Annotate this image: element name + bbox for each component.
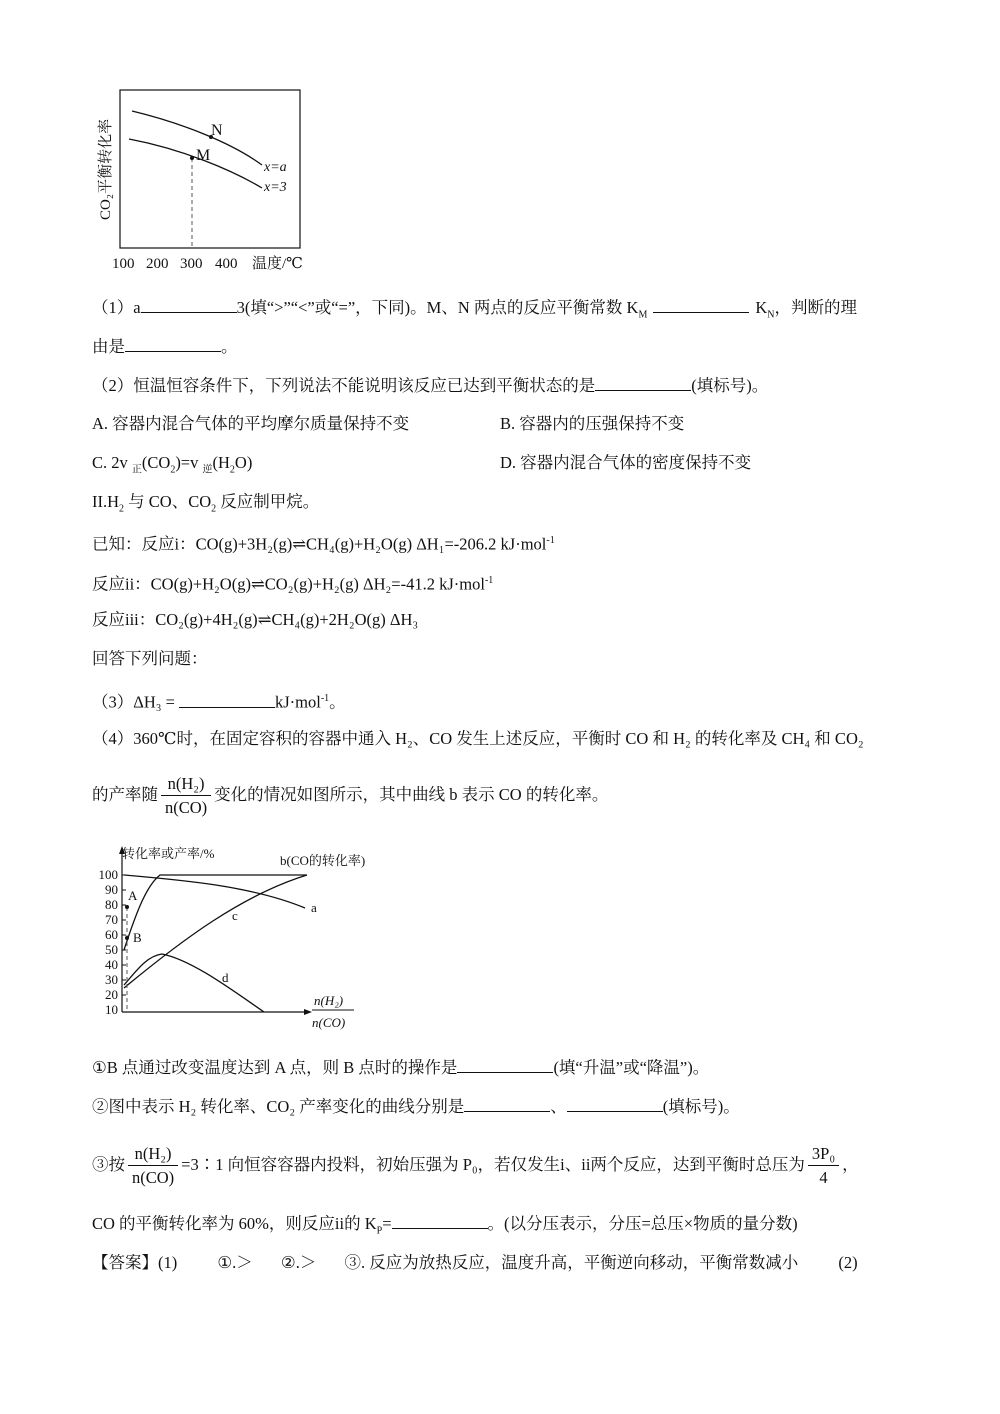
sub3-frac-num: n(H₂): [128, 1143, 178, 1166]
point-B-label: B: [133, 930, 142, 945]
sub2-blank-1[interactable]: [464, 1095, 550, 1112]
answer-line: [92, 1252, 858, 1274]
optc-sub2: 2: [170, 464, 176, 476]
chart-co2-conversion: [92, 85, 332, 275]
xlabel-den: n(CO): [312, 1015, 346, 1030]
answer-label: 【答案】(1): [92, 1253, 178, 1272]
q4-line1: （4）360℃时，在固定容积的容器中通入 H₂、CO 发生上述反应，平衡时 CO 和 H₂ 的转化率及 CH₄ 和 CO₂: [92, 729, 864, 748]
p2-title-sub: 2: [119, 503, 125, 515]
q4-line2-tail: 变化的情况如图所示，其中曲线 b 表示 CO 的转化率。: [214, 785, 609, 804]
point-A-label: A: [128, 888, 138, 903]
sub3-line2: [92, 1212, 798, 1242]
sub2-blank-2[interactable]: [567, 1095, 663, 1112]
p2-title-3: 反应制甲烷。: [216, 492, 320, 511]
optc-5: O): [234, 453, 253, 472]
p2-title-sub2: 2: [211, 503, 217, 515]
xlabel-num: n(H₂): [314, 993, 344, 1008]
q1-blank-3[interactable]: [125, 335, 221, 352]
sub2-sep: 、: [550, 1097, 567, 1116]
chart-conversion-yield: [92, 840, 372, 1040]
curve-b: [124, 875, 307, 950]
ytick-100: 100: [98, 867, 118, 882]
sub3-frac2-num: 3P₀: [808, 1143, 839, 1166]
reaction-2: [92, 570, 493, 596]
optc-1: C. 2v: [92, 453, 132, 472]
xtick-100: 100: [112, 256, 135, 272]
sub3-line2-mid: =: [382, 1214, 392, 1233]
series-a-label: x=a: [264, 160, 287, 175]
point-N-label: N: [211, 122, 223, 139]
sub3-line2-prefix: CO 的平衡转化率为 60%，则反应ii的 K: [92, 1214, 377, 1233]
xtick-300: 300: [180, 256, 203, 272]
q2-option-a: A. 容器内混合气体的平均摩尔质量保持不变: [92, 414, 410, 433]
q1-blank-2[interactable]: [653, 296, 749, 313]
point-A-dot: [125, 905, 129, 909]
q3-blank[interactable]: [179, 691, 275, 708]
yaxis-labels: [99, 867, 119, 1017]
chart1-ylabel: CO₂平衡转化率: [98, 118, 114, 220]
xtick-200: 200: [146, 256, 169, 272]
optc-sub1: 正: [131, 464, 142, 476]
sub3-line2-tail: 。(以分压表示，分压=总压×物质的量分数): [487, 1214, 798, 1233]
q1-mid2: K: [755, 298, 768, 317]
xaxis-arrow: [304, 1009, 312, 1015]
q4-fraction: [161, 773, 211, 820]
sub3-blank[interactable]: [392, 1212, 488, 1229]
q3-line: [92, 688, 346, 714]
sub3-fraction: [128, 1143, 178, 1190]
ytick-50: 50: [105, 942, 118, 957]
part2-title: [92, 491, 319, 520]
q4-frac-num: n(H₂): [161, 773, 211, 796]
optc-sub3: 逆: [202, 464, 213, 476]
q4-frac-den: n(CO): [165, 797, 208, 817]
ytick-40: 40: [105, 957, 118, 972]
p2-title-2: 与 CO、CO: [124, 492, 212, 511]
q1-prefix: （1）a: [92, 298, 141, 317]
chart2-ylabel: 转化率或产率/%: [122, 846, 215, 861]
curve-d-label: d: [222, 970, 229, 985]
ytick-60: 60: [105, 927, 118, 942]
r1-sup: -1: [546, 535, 555, 546]
sub2-tail: (填标号)。: [662, 1097, 740, 1116]
p2-title-1: II.H: [92, 492, 120, 511]
sub3-tail: ，: [842, 1155, 859, 1174]
ytick-70: 70: [105, 912, 118, 927]
sub1-line: [92, 1056, 709, 1079]
sub2-prefix: ②图中表示 H₂ 转化率、CO₂ 产率变化的曲线分别是: [92, 1097, 465, 1116]
sub3-frac-den: n(CO): [132, 1167, 175, 1187]
q3-tail: 。: [329, 692, 346, 712]
q2-stem-tail: (填标号)。: [691, 376, 769, 395]
curve-c: [124, 875, 307, 988]
answer-4: (2): [838, 1253, 858, 1272]
sub3-line1: [92, 1140, 859, 1190]
ytick-80: 80: [105, 897, 118, 912]
q1-mid1: 3(填“>”“<”或“=”，下同)。M、N 两点的反应平衡常数 K: [236, 298, 639, 317]
q1-blank-1[interactable]: [141, 296, 237, 313]
r1-text: 已知：反应i：CO(g)+3H₂(g)⇌CH₄(g)+H₂O(g) ΔH₁=-206.2 kJ·mol: [92, 534, 547, 554]
sub3-fraction-2: [808, 1143, 839, 1190]
q1-tail: ，判断的理: [774, 298, 857, 317]
sub3-prefix: ③按: [92, 1155, 125, 1174]
q2-option-b: B. 容器内的压强保持不变: [500, 414, 685, 433]
sub1-prefix: ①B 点通过改变温度达到 A 点，则 B 点时的操作是: [92, 1058, 458, 1077]
chart1-xlabel: 温度/℃: [252, 256, 303, 272]
curve-a-label: a: [311, 900, 317, 915]
point-B-dot: [125, 936, 129, 940]
q2-blank[interactable]: [595, 374, 691, 391]
sub3-mid: =3∶1 向恒容容器内投料，初始压强为 P₀，若仅发生i、ii两个反应，达到平衡时总压为: [181, 1155, 805, 1174]
point-M-label: M: [196, 147, 211, 164]
sub3-frac2-den: 4: [819, 1167, 828, 1187]
optc-sub4: 2: [229, 464, 235, 476]
q4-line2-prefix: 的产率随: [92, 785, 158, 804]
q1-sub-N: N: [767, 309, 775, 321]
r2-sup: -1: [484, 575, 494, 586]
curve-b-label: b(CO的转化率): [280, 853, 366, 868]
kp-sub: P: [376, 1225, 383, 1237]
sub1-blank[interactable]: [457, 1056, 553, 1073]
ask-line: 回答下列问题：: [92, 649, 208, 668]
q3-prefix: （3）ΔH₃ =: [92, 692, 175, 712]
ytick-10: 10: [105, 1002, 118, 1017]
series-3-label: x=3: [264, 180, 287, 195]
q2-option-c: [92, 452, 252, 481]
sub1-tail: (填“升温”或“降温”)。: [553, 1058, 710, 1077]
reaction-1: [92, 530, 555, 556]
answer-1: ①.＞: [217, 1253, 253, 1272]
q3-unit: kJ·mol: [274, 692, 321, 712]
q1-sub-M: M: [638, 309, 648, 321]
q2-stem-prefix: （2）恒温恒容条件下，下列说法不能说明该反应已达到平衡状态的是: [92, 376, 596, 395]
optc-2: (CO: [141, 453, 171, 472]
answer-2: ②.＞: [280, 1253, 317, 1272]
q2-stem: [92, 374, 768, 397]
sub2-line: [92, 1095, 740, 1118]
q1-line2: [92, 335, 238, 358]
ytick-90: 90: [105, 882, 118, 897]
q1-line2-prefix: 由是: [92, 337, 125, 356]
r2-text: 反应ii：CO(g)+H₂O(g)⇌CO₂(g)+H₂(g) ΔH₂=-41.2 kJ·mol: [92, 574, 485, 594]
reaction-3: 反应iii：CO₂(g)+4H₂(g)⇌CH₄(g)+2H₂O(g) ΔH₃: [92, 610, 419, 629]
q2-option-d: D. 容器内混合气体的密度保持不变: [500, 453, 752, 472]
point-M-dot: [190, 156, 194, 160]
ytick-20: 20: [105, 987, 118, 1002]
q1-line2-tail: 。: [221, 337, 238, 356]
ytick-30: 30: [105, 972, 118, 987]
optc-4: (H: [212, 453, 230, 472]
curve-a: [124, 875, 305, 908]
q3-unit-sup: -1: [320, 693, 330, 704]
q4-line2: [92, 770, 608, 820]
curve-c-label: c: [232, 908, 238, 923]
q1-line1: [92, 296, 857, 326]
curve-d: [124, 954, 264, 1012]
answer-3: ③. 反应为放热反应，温度升高，平衡逆向移动，平衡常数减小: [344, 1253, 799, 1272]
optc-3: )=v: [175, 453, 203, 472]
xtick-400: 400: [215, 256, 238, 272]
chart1-xticks: [112, 256, 238, 272]
